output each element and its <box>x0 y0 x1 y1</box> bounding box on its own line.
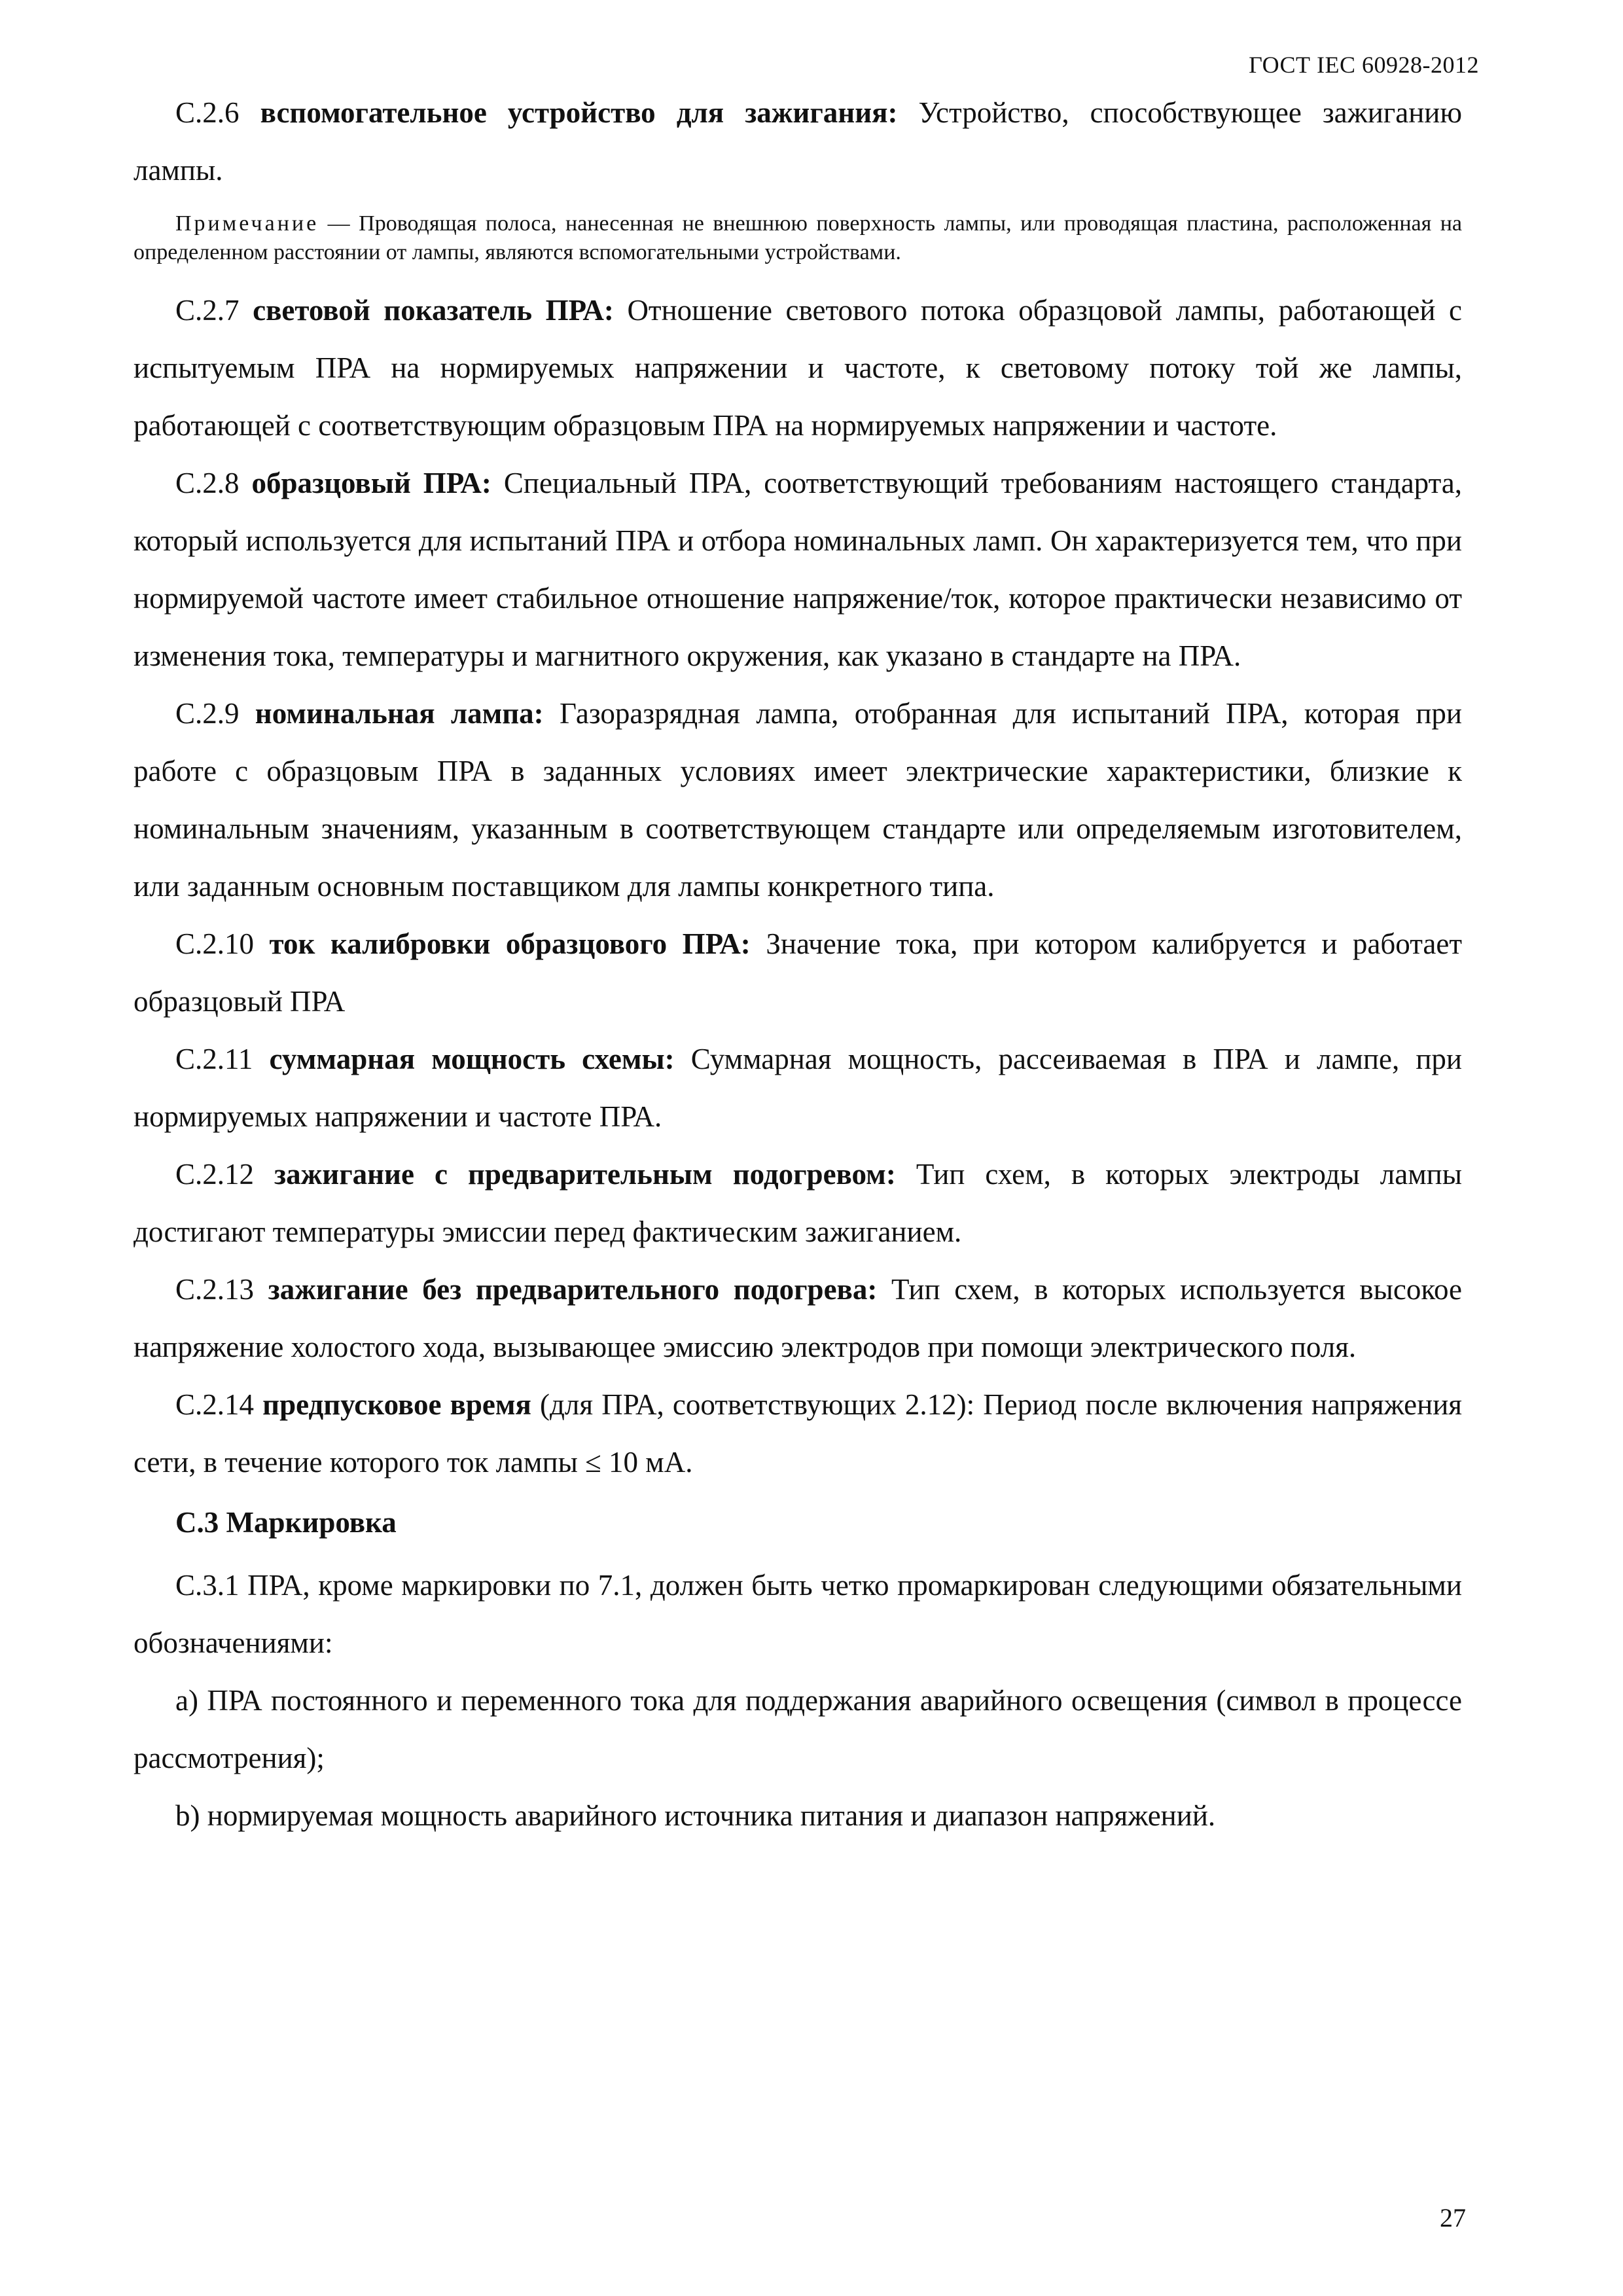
term: зажигание с предварительным подогревом: <box>274 1158 896 1191</box>
definition-text: Суммарная мощность, рассеиваемая в ПРА и лампе, при нормируемых напряжении и частоте ПРА. <box>134 1043 1462 1133</box>
clause-number: С.2.10 <box>175 927 255 960</box>
definition-c-2-10 <box>134 915 1462 1030</box>
definition-text: Значение тока, при котором калибруется и работает образцовый ПРА <box>134 927 1463 1018</box>
clause-number: С.2.9 <box>175 697 240 730</box>
clause-number: С.2.11 <box>175 1043 253 1075</box>
document-header: ГОСТ IEC 60928-2012 <box>1249 52 1479 78</box>
term: световой показатель ПРА: <box>253 294 614 327</box>
definition-text: Тип схем, в которых используется высокое напряжение холостого хода, вызывающее эмиссию электродов при помощи электрического поля. <box>134 1273 1462 1363</box>
page-number: 27 <box>1440 2203 1466 2233</box>
term: зажигание без предварительного подогрева: <box>268 1273 878 1306</box>
definition-c-2-9 <box>134 685 1462 915</box>
note-label: Примечание <box>175 211 319 236</box>
definition-c-2-12 <box>134 1145 1462 1261</box>
definition-text: Специальный ПРА, соответствующий требованиям настоящего стандарта, который используется для испытаний ПРА и отбора номинальных ламп. Он характеризуется тем, что при нормируемой частоте имеет стабильное отношение напряжение/ток, которое практически независимо от изменения тока, температуры и магнитного окружения, как указано в стандарте на ПРА. <box>134 467 1463 672</box>
section-heading-c-3: С.3 Маркировка <box>175 1506 397 1539</box>
definition-c-2-13 <box>134 1261 1462 1376</box>
clause-number: С.2.13 <box>175 1273 255 1306</box>
definition-c-2-11 <box>134 1030 1462 1145</box>
definition-text: Газоразрядная лампа, отобранная для испытаний ПРА, которая при работе с образцовым ПРА в заданных условиях имеет электрические характеристики, близкие к номинальным значениям, указанным в соответствующем стандарте или определяемым изготовителем, или заданным основным поставщиком для лампы конкретного типа. <box>134 697 1463 903</box>
clause-number: С.2.7 <box>175 294 240 327</box>
definition-c-2-14 <box>134 1376 1462 1491</box>
term: номинальная лампа: <box>255 697 544 730</box>
list-item-b: b) нормируемая мощность аварийного источника питания и диапазон напряжений. <box>175 1799 1216 1832</box>
term: ток калибровки образцового ПРА: <box>269 927 751 960</box>
paragraph-c-3-1: С.3.1 ПРА, кроме маркировки по 7.1, должен быть четко промаркирован следующими обязательными обозначениями: <box>134 1569 1462 1659</box>
clause-number: С.2.6 <box>175 96 240 129</box>
clause-number: С.2.12 <box>175 1158 255 1191</box>
list-item-a: а) ПРА постоянного и переменного тока для поддержания аварийного освещения (символ в процессе рассмотрения); <box>134 1684 1462 1774</box>
note <box>134 209 1462 267</box>
definition-c-2-8 <box>134 454 1462 685</box>
term: суммарная мощность схемы: <box>269 1043 675 1075</box>
definition-c-2-7 <box>134 281 1462 454</box>
definition-text: Тип схем, в которых электроды лампы достигают температуры эмиссии перед фактическим зажиганием. <box>134 1158 1462 1248</box>
term: вспомогательное устройство для зажигания: <box>260 96 898 129</box>
clause-number: С.2.8 <box>175 467 240 499</box>
clause-number: С.2.14 <box>175 1388 255 1421</box>
term: образцовый ПРА: <box>251 467 491 499</box>
definition-c-2-6 <box>134 84 1462 199</box>
definition-text: Устройство, способствующее зажиганию лампы. <box>134 96 1462 187</box>
term: предпусковое время <box>262 1388 531 1421</box>
note-text: — Проводящая полоса, нанесенная не внешнюю поверхность лампы, или проводящая пластина, расположенная на определенном расстоянии от лампы, являются вспомогательными устройствами. <box>134 211 1463 264</box>
definition-text: (для ПРА, соответствующих 2.12): Период после включения напряжения сети, в течение которого ток лампы ≤ 10 мА. <box>134 1388 1462 1479</box>
definition-text: Отношение светового потока образцовой лампы, работающей с испытуемым ПРА на нормируемых напряжении и частоте, к световому потоку той же лампы, работающей с соответствующим образцовым ПРА на нормируемых напряжении и частоте. <box>134 294 1463 442</box>
page-content <box>134 84 1462 1844</box>
